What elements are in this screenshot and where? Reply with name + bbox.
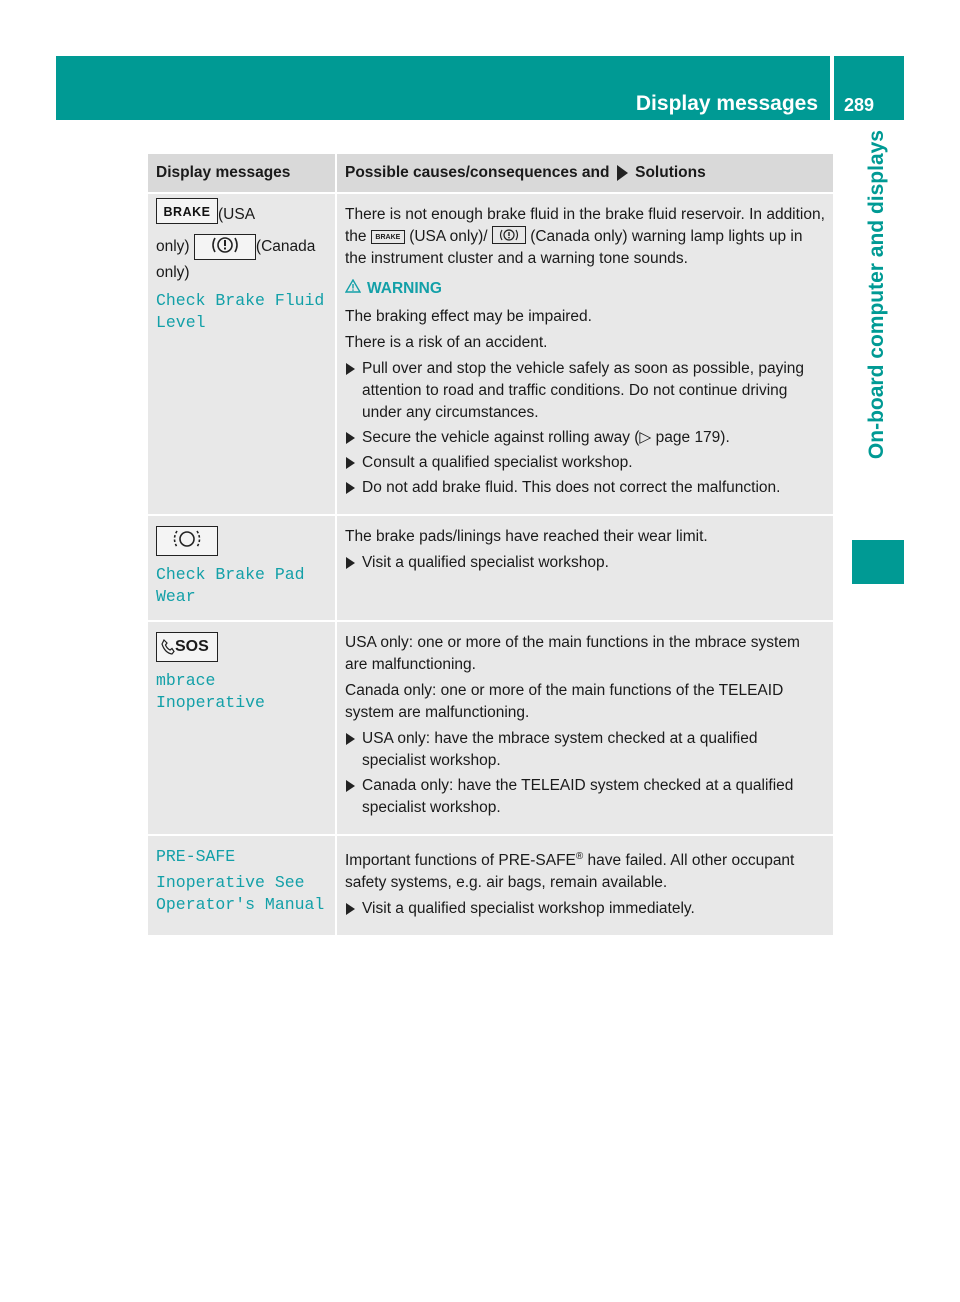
arrow-right-icon — [617, 165, 628, 181]
causes-cell: The brake pads/linings have reached their wear limit. Visit a qualified specialist workshop. — [336, 515, 833, 621]
instruction-step: Visit a qualified specialist workshop immediately. — [345, 898, 825, 920]
warning-heading: WARNING — [345, 278, 825, 300]
display-messages-table — [148, 154, 833, 935]
brake-circle-warning-icon — [492, 226, 526, 244]
message-cell — [148, 835, 336, 935]
causes-cell: There is not enough brake fluid in the brake fluid reservoir. In addition, the BRAKE (USA only)/ (Canada only) warning lamp lights up in the instrument cluster and a warning tone sounds. WARNING The braking effect may be impaired. There is a risk of an accident. Pull over and stop the vehicle safely as soon as possible, paying attention to road and traffic conditions. Do not continue driving under any circumstances. Secure the vehicle against rolling away (▷ page 179). Consult a qualified specialist workshop. Do not add brake fluid. This does not correct the malfunction. — [336, 193, 833, 515]
message-cell — [148, 515, 336, 621]
table-row — [148, 835, 833, 935]
header-bar — [56, 56, 830, 120]
causes-cell: USA only: one or more of the main functions in the mbrace system are malfunctioning. Canada only: one or more of the main functions of the TELEAID system are malfunctioning. USA only: have the mbrace system checked at a qualified specialist workshop. Canada only: have the TELEAID system checked at a qualified specialist workshop. — [336, 621, 833, 835]
instruction-step: Visit a qualified specialist workshop. — [345, 552, 825, 574]
table-row — [148, 193, 833, 515]
warning-triangle-icon — [345, 278, 361, 300]
page-number-box — [834, 56, 904, 120]
display-message-text: Check Brake Fluid Level — [156, 291, 325, 332]
page-number: 289 — [844, 95, 875, 115]
col-header-display-messages: Display messages — [148, 154, 336, 193]
instruction-step: Do not add brake fluid. This does not correct the malfunction. — [345, 477, 825, 499]
display-message-text: PRE-SAFE — [156, 847, 236, 866]
causes-cell: Important functions of PRE-SAFE® have failed. All other occupant safety systems, e.g. air bags, remain available. Visit a qualified specialist workshop immediately. — [336, 835, 833, 935]
brake-warning-icon: BRAKE — [371, 230, 405, 244]
side-tab-label: On-board computer and displays — [865, 130, 888, 460]
sos-phone-icon: SOS — [156, 632, 218, 662]
instruction-step: Consult a qualified specialist workshop. — [345, 452, 825, 474]
header-title: Display messages — [635, 92, 818, 115]
brake-pad-wear-icon — [156, 526, 218, 556]
display-message-text: mbrace Inoperative — [156, 671, 265, 712]
brake-circle-warning-icon — [194, 234, 256, 260]
table-row — [148, 515, 833, 621]
instruction-step: Pull over and stop the vehicle safely as soon as possible, paying attention to road and traffic conditions. Do not continue driving under any circumstances. — [345, 358, 825, 424]
side-tab — [852, 130, 904, 530]
display-message-text: Check Brake Pad Wear — [156, 565, 305, 606]
instruction-step: Canada only: have the TELEAID system checked at a qualified specialist workshop. — [345, 775, 825, 819]
instruction-step: USA only: have the mbrace system checked at a qualified specialist workshop. — [345, 728, 825, 772]
table-header-row — [148, 154, 833, 193]
brake-warning-icon: BRAKE — [156, 198, 218, 224]
instruction-step: Secure the vehicle against rolling away (▷ page 179). — [345, 427, 825, 449]
message-cell — [148, 621, 336, 835]
col-header-causes: Possible causes/consequences and Solutions — [336, 154, 833, 193]
table-row — [148, 621, 833, 835]
side-tab-block — [852, 540, 904, 584]
message-cell: BRAKE (USA only) (Canada only) Check Brake Fluid Level — [148, 193, 336, 515]
display-message-text: Inoperative See Operator's Manual — [156, 873, 325, 914]
